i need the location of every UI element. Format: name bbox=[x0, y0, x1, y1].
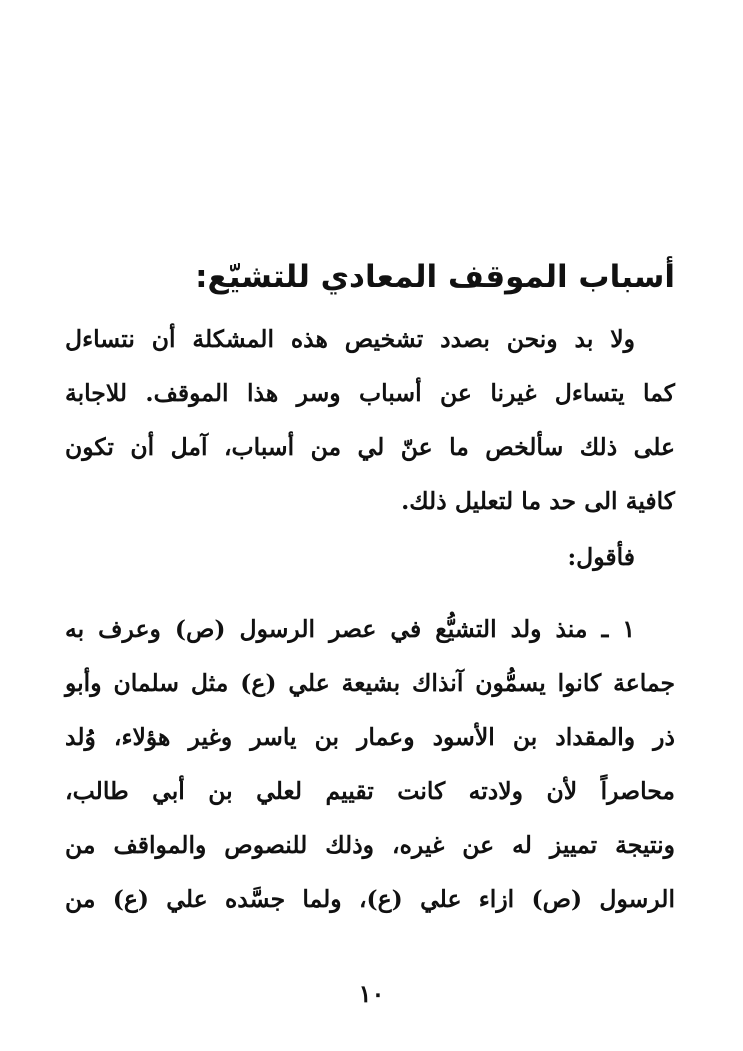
text-line: كما يتساءل غيرنا عن أسباب وسر هذا الموقف. للاجابة bbox=[65, 379, 675, 407]
text-line: ولا بد ونحن بصدد تشخيص هذه المشكلة أن نتساءل bbox=[65, 325, 635, 353]
lead-in-text: فأقول: bbox=[567, 543, 635, 571]
text-line: ١ ـ منذ ولد التشيُّع في عصر الرسول (ص) وعرف به bbox=[65, 615, 635, 643]
lead-in-paragraph bbox=[65, 530, 675, 584]
text-line: كافية الى حد ما لتعليل ذلك. bbox=[401, 487, 675, 515]
text-line: محاصراً لأن ولادته كانت تقييم لعلي بن أبي طالب، bbox=[65, 777, 675, 805]
point-one-paragraph bbox=[65, 602, 675, 926]
page-number: ١٠ bbox=[358, 979, 385, 1008]
text-line: ذر والمقداد بن الأسود وعمار بن ياسر وغير هؤلاء، وُلد bbox=[65, 723, 675, 751]
intro-paragraph bbox=[65, 312, 675, 528]
section-heading: أسباب الموقف المعادي للتشيّع: bbox=[195, 259, 675, 295]
text-line: الرسول (ص) ازاء علي (ع)، ولما جسَّده علي (ع) من bbox=[65, 885, 675, 913]
text-line: على ذلك سألخص ما عنّ لي من أسباب، آمل أن تكون bbox=[65, 433, 675, 461]
text-line: جماعة كانوا يسمُّون آنذاك بشيعة علي (ع) مثل سلمان وأبو bbox=[65, 669, 675, 697]
text-line: ونتيجة تمييز له عن غيره، وذلك للنصوص والمواقف من bbox=[65, 831, 675, 859]
